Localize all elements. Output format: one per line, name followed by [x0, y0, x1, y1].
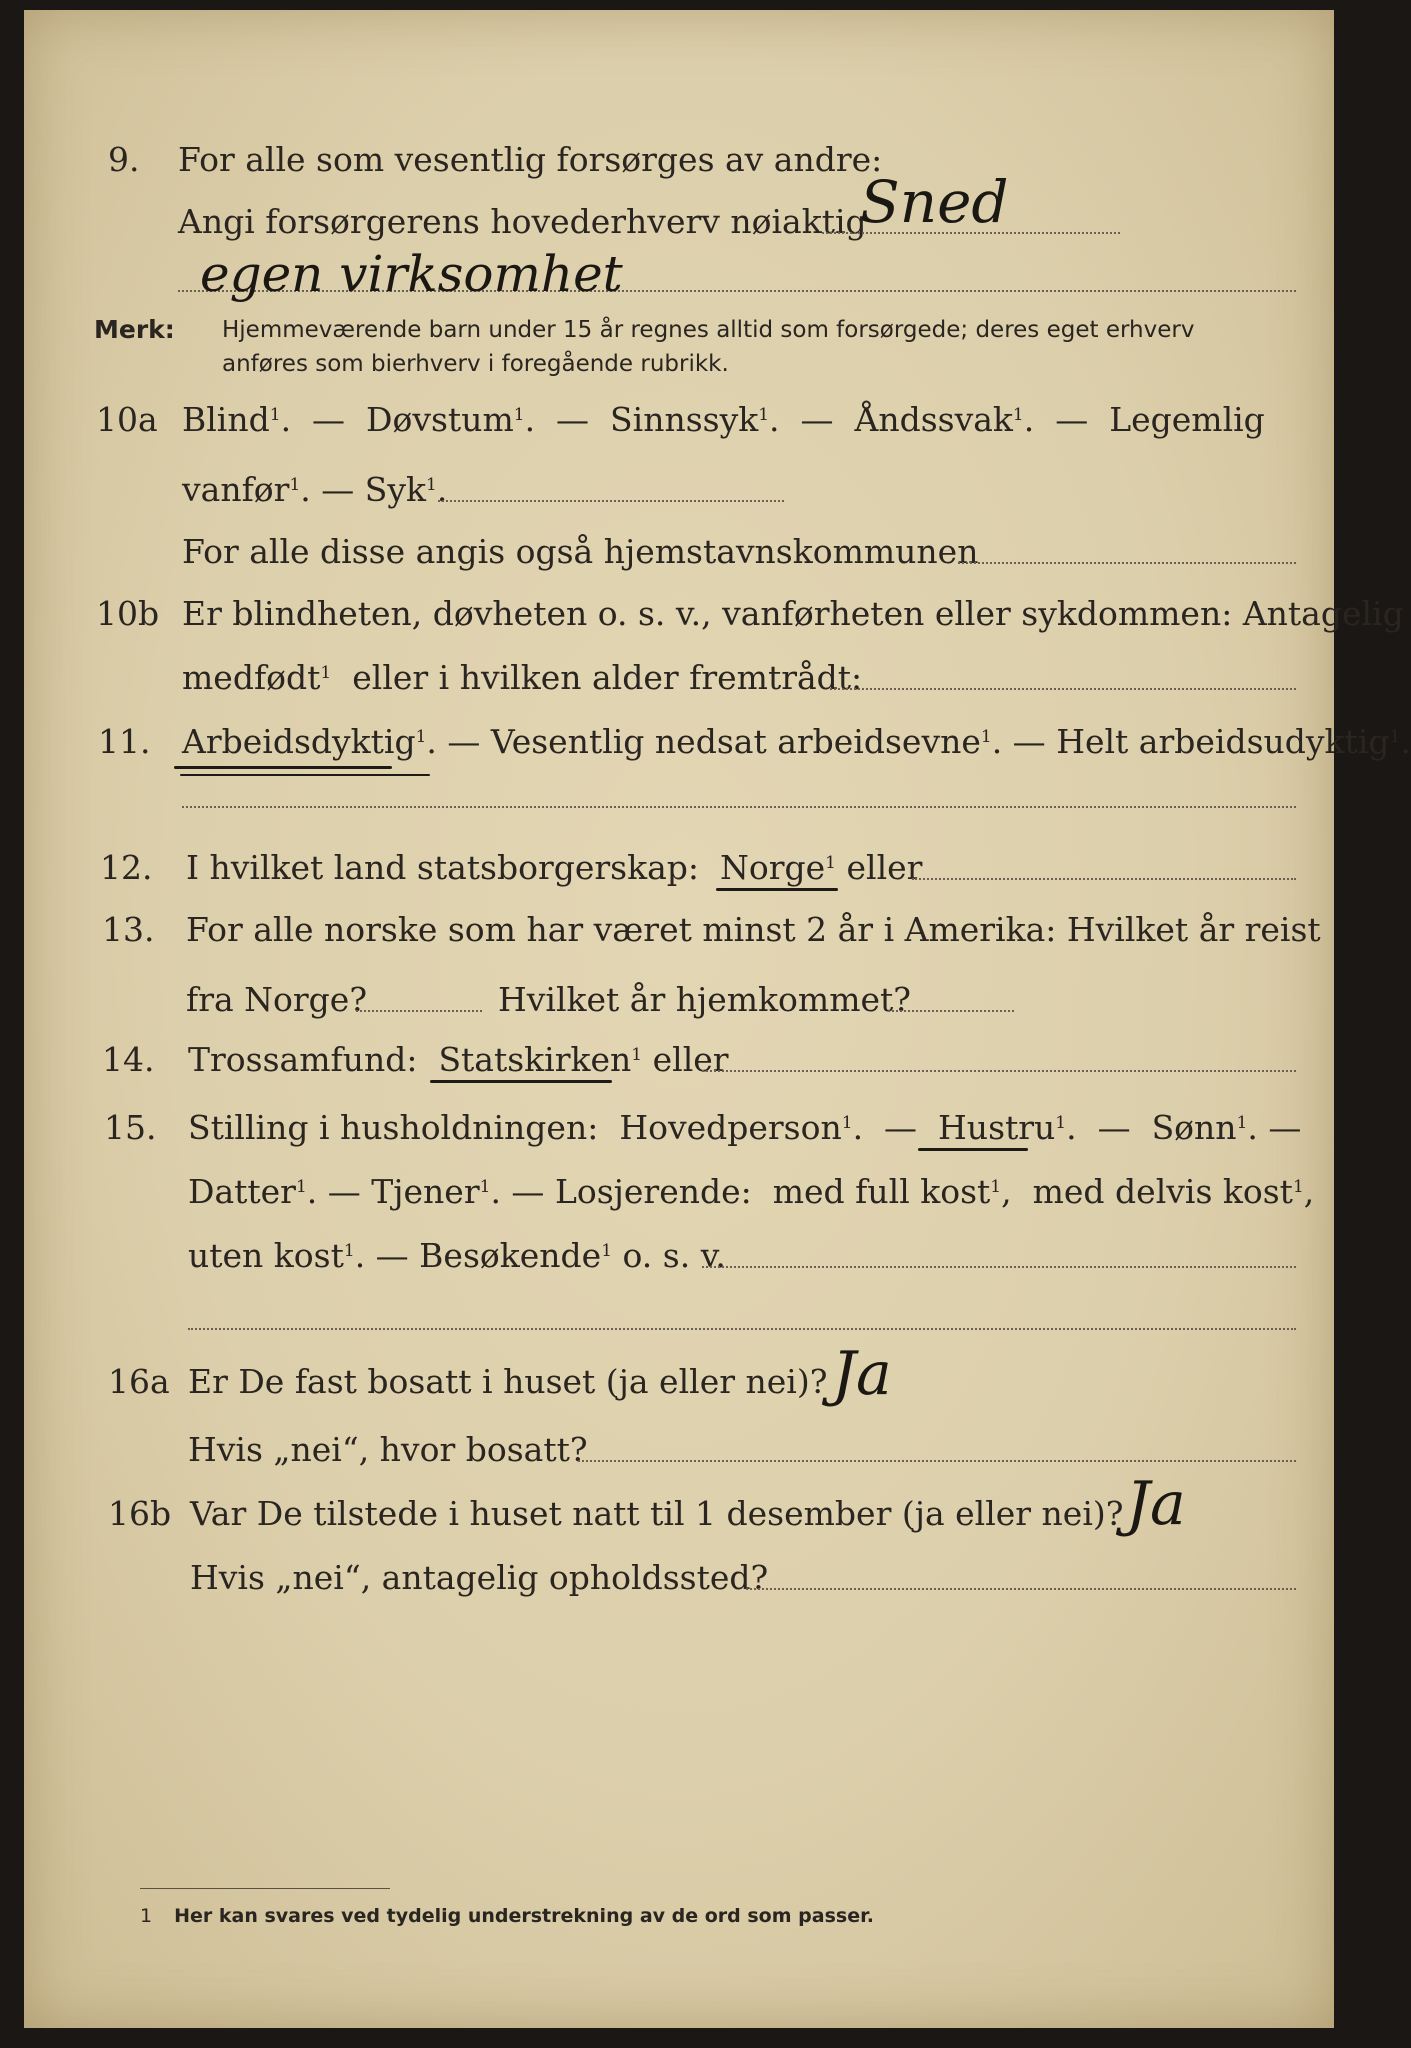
underline-mark [430, 1080, 612, 1083]
footnote [140, 1905, 874, 1927]
underline-mark [716, 888, 838, 891]
question-options: Blind$^1$. — Døvstum$^1$. — Sinnssyk$^1$. — Åndssvak$^1$. — Legemlig [182, 400, 1265, 439]
question-text: Var De tilstede i huset natt til 1 desember (ja eller nei)? [190, 1494, 1124, 1533]
question-options: uten kost$^1$. — Besøkende$^1$ o. s. v. [188, 1236, 726, 1275]
question-number: 10b [96, 594, 160, 633]
question-text: Hvis „nei“, antagelig opholdssted? [190, 1558, 769, 1597]
question-number: 16a [108, 1362, 170, 1401]
question-text: For alle norske som har været minst 2 år i Amerika: Hvilket år reist [186, 910, 1321, 949]
question-text: Er De fast bosatt i huset (ja eller nei)? [188, 1362, 828, 1401]
question-text: I hvilket land statsborgerskap: Norge$^1$ eller [186, 848, 923, 887]
answer-dotted-line [958, 562, 1296, 564]
question-text: Er blindheten, døvheten o. s. v., vanførheten eller sykdommen: Antagelig [182, 594, 1404, 633]
answer-dotted-line [830, 688, 1296, 690]
merk-label: Merk: [94, 315, 175, 344]
question-number: 14. [102, 1040, 155, 1079]
question-options: Arbeidsdyktig$^1$. — Vesentlig nedsat arbeidsevne$^1$. — Helt arbeidsudyktig$^1$. [182, 722, 1411, 761]
footnote-mark: 1 [140, 1905, 153, 1927]
question-number: 12. [100, 848, 153, 887]
question-number: 10a [96, 400, 158, 439]
footnote-text: Her kan svares ved tydelig understrekning av de ord som passer. [174, 1905, 874, 1927]
question-text: For alle som vesentlig forsørges av andre: [178, 140, 883, 179]
footnote-rule [140, 1888, 390, 1889]
question-options: Datter$^1$. — Tjener$^1$. — Losjerende: med full kost$^1$, med delvis kost$^1$, [188, 1172, 1315, 1211]
handwritten-answer: egen virksomhet [200, 245, 623, 303]
question-number: 11. [98, 722, 151, 761]
handwritten-answer: Ja [832, 1339, 892, 1409]
answer-dotted-line [702, 1266, 1296, 1268]
underline-mark [180, 774, 430, 776]
question-text: For alle disse angis også hjemstavnskommunen [182, 532, 979, 571]
answer-dotted-line [746, 1588, 1296, 1590]
question-text: Hvilket år hjemkommet? [498, 980, 911, 1019]
question-options: Stilling i husholdningen: Hovedperson$^1$. — Hustru$^1$. — Sønn$^1$. — [188, 1108, 1302, 1147]
question-text: Hvis „nei“, hvor bosatt? [188, 1430, 588, 1469]
question-text: fra Norge? [186, 980, 368, 1019]
question-text: medfødt$^1$ eller i hvilken alder fremtrådt: [182, 658, 863, 697]
question-text: Angi forsørgerens hovederhverv nøiaktig [178, 202, 867, 241]
question-number: 15. [104, 1108, 157, 1147]
answer-dotted-line [356, 1010, 482, 1012]
answer-dotted-line [888, 1010, 1014, 1012]
answer-dotted-line [702, 1070, 1296, 1072]
question-number: 16b [108, 1494, 172, 1533]
answer-dotted-line [578, 1460, 1296, 1462]
answer-dotted-line [438, 500, 784, 502]
question-number: 13. [102, 910, 155, 949]
note-text: Hjemmeværende barn under 15 år regnes alltid som forsørgede; deres eget erhverv [222, 317, 1195, 343]
handwritten-answer: Sned [860, 168, 1009, 236]
underline-mark [174, 766, 392, 769]
underline-mark [918, 1148, 1028, 1151]
handwritten-answer: Ja [1126, 1469, 1186, 1539]
question-options: vanfør$^1$. — Syk$^1$. [182, 470, 448, 509]
answer-dotted-line [182, 806, 1296, 808]
note-text: anføres som bierhverv i foregående rubrikk. [222, 351, 729, 377]
answer-dotted-line [912, 878, 1296, 880]
answer-dotted-line [188, 1328, 1296, 1330]
question-number: 9. [108, 140, 140, 179]
question-text: Trossamfund: Statskirken$^1$ eller [188, 1040, 729, 1079]
